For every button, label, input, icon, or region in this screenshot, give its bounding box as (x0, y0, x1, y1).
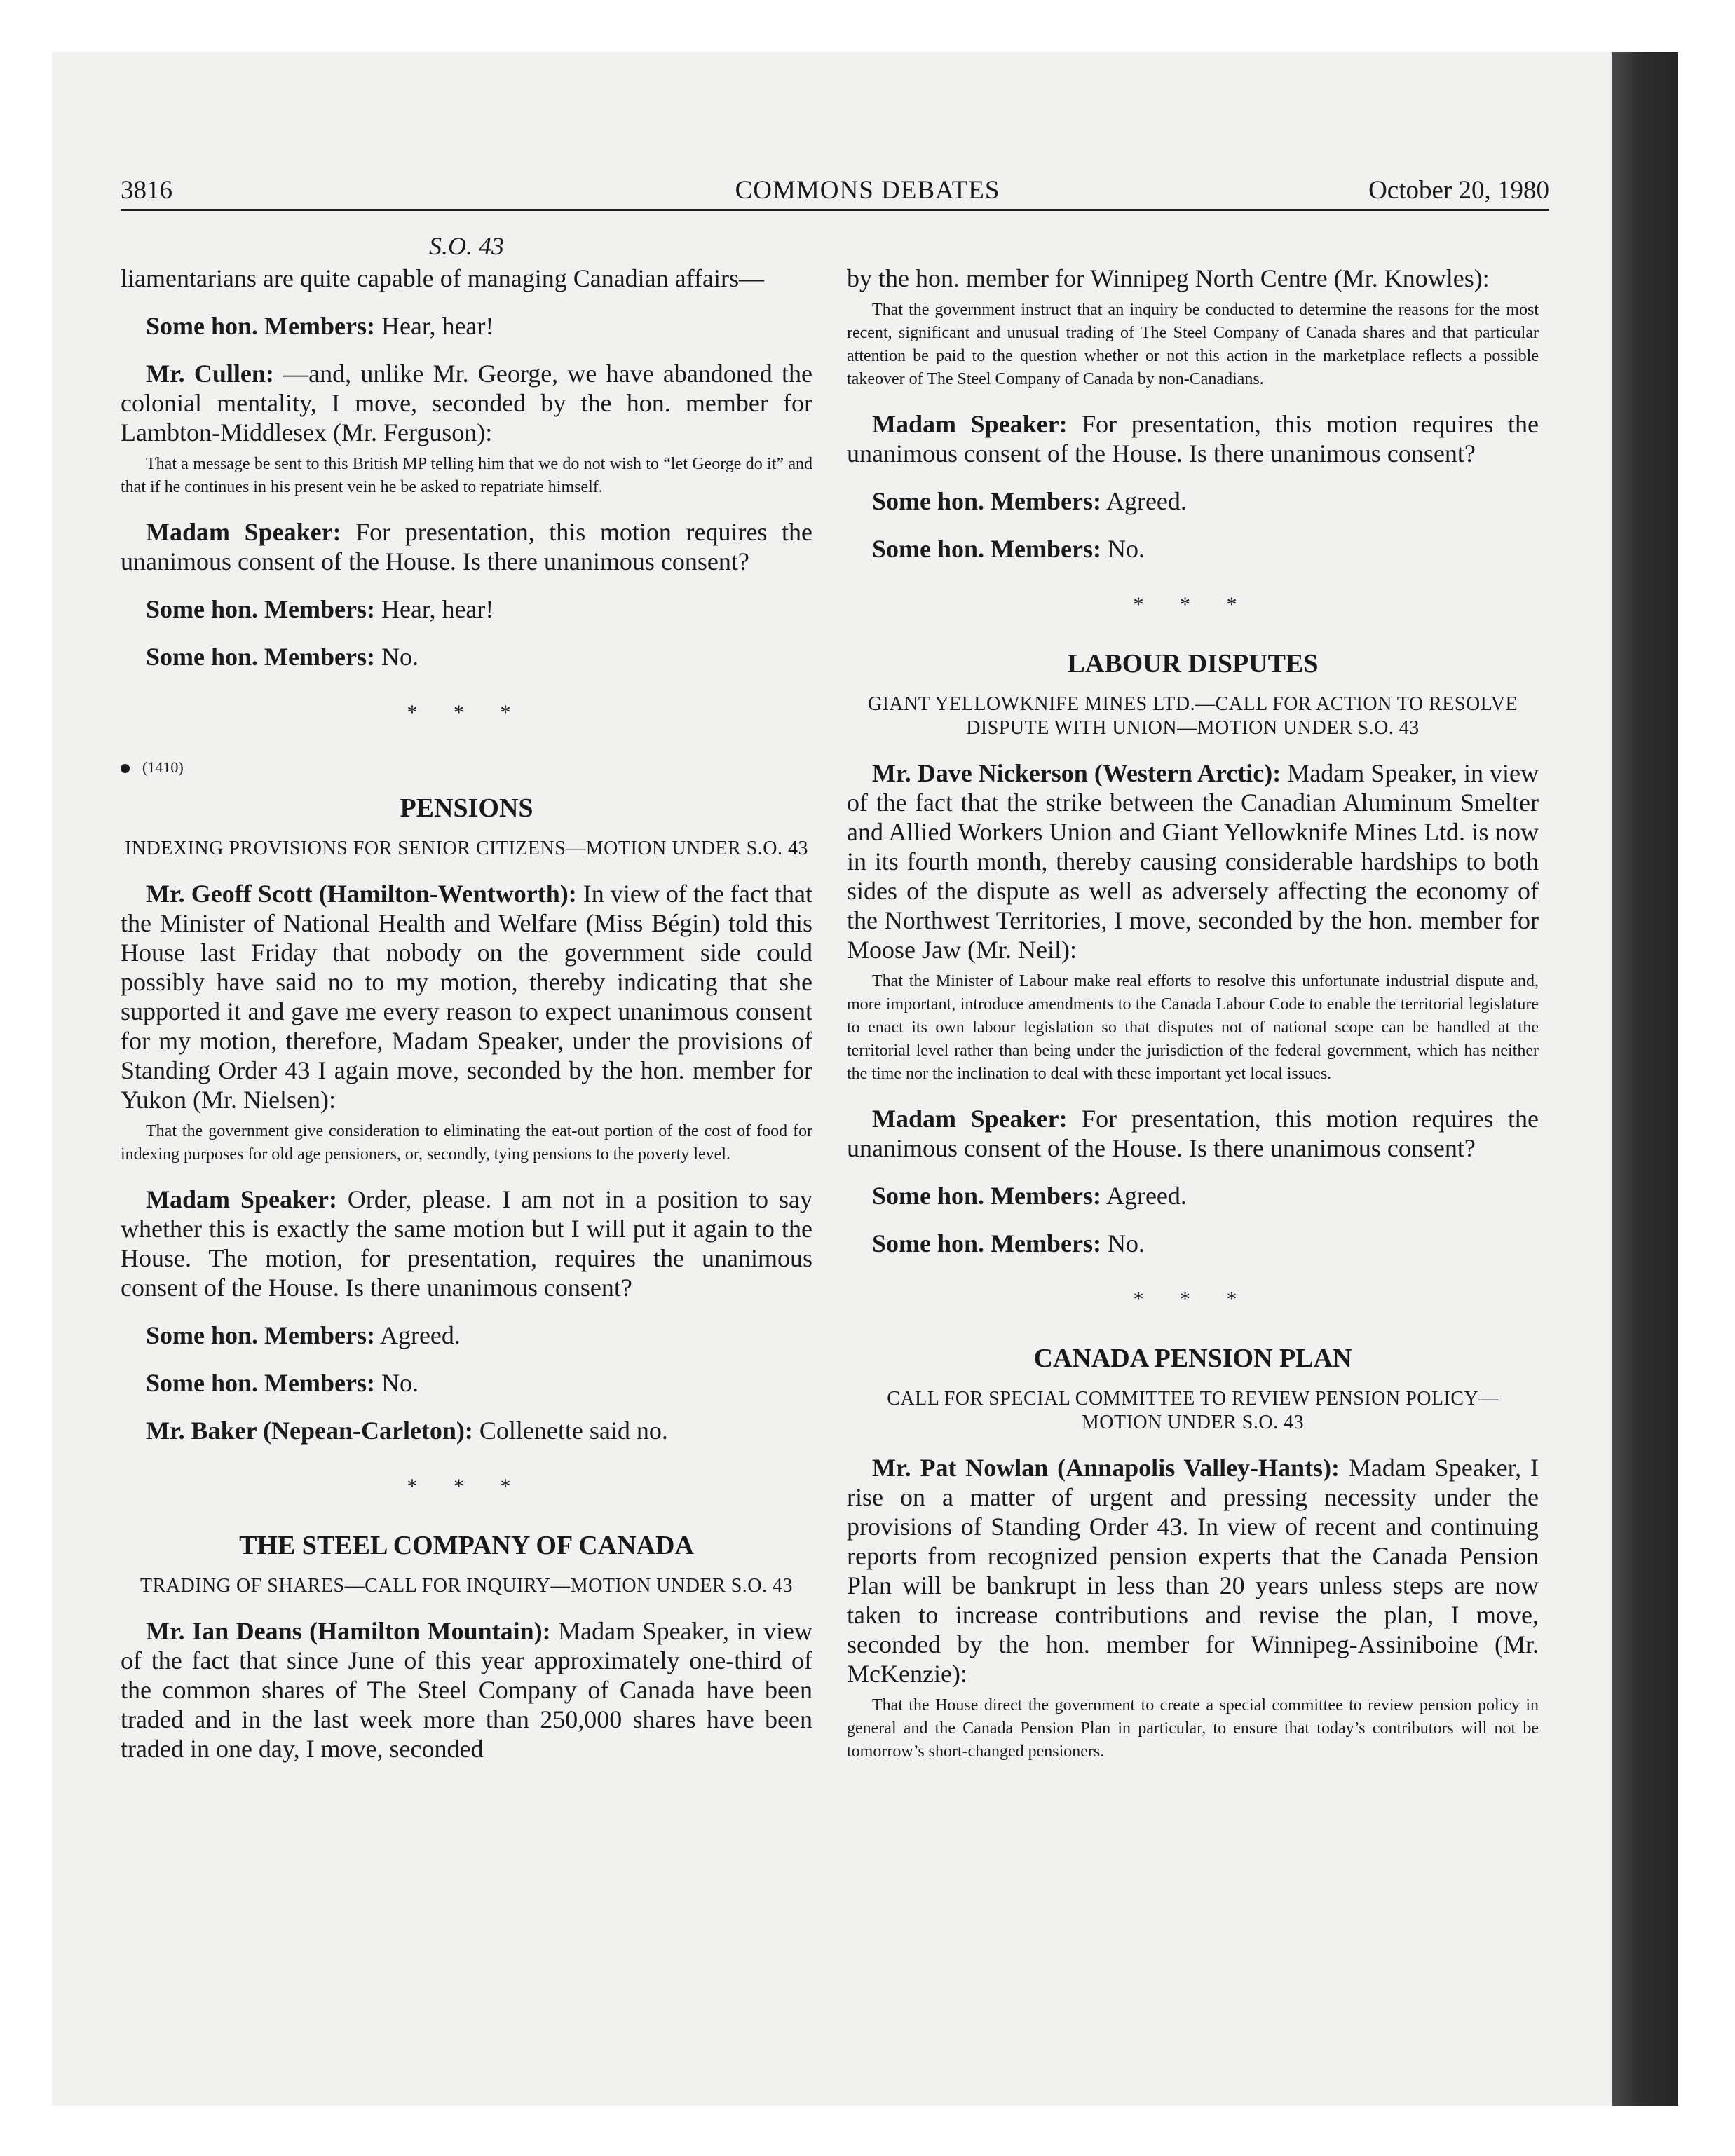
speaker-name: Some hon. Members: (872, 1182, 1101, 1210)
speech-text: No. (374, 1369, 419, 1397)
speaker-name: Some hon. Members: (872, 535, 1101, 563)
speech-text: Madam Speaker, in view of the fact that since June of this year approximately one-third of the common shares of The Steel Company of Canada have been traded and in the last week more than 250,000 shares have been traded in one day, I move, seconded (121, 1617, 812, 1763)
speech-paragraph (121, 594, 812, 624)
speaker-name: Some hon. Members: (146, 595, 375, 623)
section-heading: LABOUR DISPUTES (1067, 649, 1319, 678)
speech-text: Collenette said no. (472, 1417, 668, 1445)
speech-paragraph (847, 534, 1539, 564)
section-separator: * * * (1133, 593, 1253, 616)
motion-text: That the House direct the government to create a special committee to review pension policy in general and the Canada Pension Plan in particular, to ensure that today’s contributors will not be tomorrow’s short-changed pensioners. (847, 1696, 1539, 1761)
speech-paragraph (121, 359, 812, 447)
page-number: 3816 (121, 176, 172, 205)
speaker-name: Madam Speaker: (146, 1185, 337, 1213)
standing-order-heading: S.O. 43 (429, 232, 504, 260)
paragraph: liamentarians are quite capable of managing Canadian affairs— (121, 264, 764, 292)
section-separator: * * * (407, 701, 526, 724)
motion-text: That the government instruct that an inquiry be conducted to determine the reasons for the most recent, significant and unusual trading of The Steel Company of Canada shares and that particular attention be paid to the question whether or not this action in the marketplace reflects a possible takeover of The Steel Company of Canada by non-Canadians. (847, 301, 1539, 388)
speech-paragraph (847, 1229, 1539, 1258)
section-heading: CANADA PENSION PLAN (1033, 1344, 1352, 1373)
section-heading: PENSIONS (400, 793, 533, 823)
paragraph: by the hon. member for Winnipeg North Centre (Mr. Knowles): (847, 264, 1490, 292)
speech-paragraph (121, 311, 812, 341)
speech-paragraph (121, 1616, 812, 1763)
speech-text: For presentation, this motion requires the unanimous consent of the House. Is there unanimous consent? (847, 410, 1539, 468)
speech-text: For presentation, this motion requires the unanimous consent of the House. Is there unanimous consent? (121, 518, 812, 575)
speaker-name: Mr. Cullen: (146, 360, 274, 388)
speaker-name: Madam Speaker: (872, 410, 1068, 438)
speaker-name: Some hon. Members: (872, 487, 1101, 515)
speaker-name: Mr. Ian Deans (Hamilton Mountain): (146, 1617, 551, 1645)
right-column (847, 231, 1539, 1763)
speech-text: Madam Speaker, in view of the fact that the strike between the Canadian Aluminum Smelter and Allied Workers Union and Giant Yellowknife Mines Ltd. is now in its fourth month, thereby causing considerable hardships to both sides of the dispute as well as adversely affecting the economy of the Northwest Territories, I move, seconded by the hon. member for Moose Jaw (Mr. Neil): (847, 759, 1539, 964)
speaker-name: Madam Speaker: (872, 1105, 1068, 1133)
speaker-name: Mr. Dave Nickerson (Western Arctic): (872, 759, 1281, 787)
speech-text: Madam Speaker, I rise on a matter of urgent and pressing necessity under the provisions of Standing Order 43. In view of recent and continuing reports from recognized pension experts that the Canada Pension Plan will be bankrupt in less than 20 years unless steps are now taken to increase contributions and revise the plan, I move, seconded by the hon. member for Winnipeg-Assiniboine (Mr. McKenzie): (847, 1454, 1539, 1688)
speech-text: Hear, hear! (374, 312, 494, 340)
speech-paragraph (121, 1416, 812, 1445)
speech-text: Agreed. (374, 1321, 461, 1349)
speech-paragraph (121, 517, 812, 576)
time-marker-text: (1410) (142, 758, 184, 776)
speech-paragraph (121, 642, 812, 671)
binding-spine (1612, 52, 1678, 2106)
section-subheading: CALL FOR SPECIAL COMMITTEE TO REVIEW PENSION POLICY—MOTION UNDER S.O. 43 (887, 1388, 1499, 1433)
speaker-name: Some hon. Members: (872, 1229, 1101, 1257)
speaker-name: Some hon. Members: (146, 312, 375, 340)
speaker-name: Some hon. Members: (146, 1321, 375, 1349)
section-subheading: INDEXING PROVISIONS FOR SENIOR CITIZENS—MOTION UNDER S.O. 43 (124, 838, 808, 859)
speech-paragraph (121, 1321, 812, 1350)
speech-paragraph (847, 486, 1539, 516)
motion-text: That a message be sent to this British MP telling him that we do not wish to “let George do it” and that if he continues in his present vein he be asked to repatriate himself. (121, 455, 812, 496)
speaker-name: Some hon. Members: (146, 643, 375, 671)
speech-paragraph (847, 1453, 1539, 1688)
speech-paragraph (121, 879, 812, 1114)
header-rule (121, 209, 1549, 211)
speaker-name: Madam Speaker: (146, 518, 341, 546)
speech-paragraph (847, 1181, 1539, 1210)
section-separator: * * * (407, 1475, 526, 1498)
bullet-dot-icon (121, 764, 130, 773)
speech-paragraph (847, 1104, 1539, 1163)
publication-date: October 20, 1980 (1368, 176, 1549, 205)
speech-text: Agreed. (1101, 487, 1187, 515)
speech-paragraph (847, 409, 1539, 468)
section-heading: THE STEEL COMPANY OF CANADA (239, 1531, 694, 1560)
time-marker (121, 753, 812, 782)
section-separator: * * * (1133, 1288, 1253, 1311)
speech-text: No. (1101, 535, 1145, 563)
speech-text: No. (374, 643, 419, 671)
speech-paragraph (121, 1185, 812, 1302)
motion-text: That the government give consideration to eliminating the eat-out portion of the cost of food for indexing purposes for old age pensioners, or, secondly, tying pensions to the poverty level. (121, 1122, 812, 1164)
speaker-name: Mr. Pat Nowlan (Annapolis Valley-Hants): (872, 1454, 1340, 1482)
section-subheading: TRADING OF SHARES—CALL FOR INQUIRY—MOTION UNDER S.O. 43 (140, 1575, 794, 1597)
speech-paragraph (121, 1368, 812, 1398)
speech-paragraph (847, 758, 1539, 964)
speech-text: Order, please. I am not in a position to say whether this is exactly the same motion but I will put it again to the House. The motion, for presentation, requires the unanimous consent of the House. Is there unanimous consent? (121, 1185, 812, 1302)
speech-text: Agreed. (1101, 1182, 1187, 1210)
speaker-name: Some hon. Members: (146, 1369, 375, 1397)
motion-text: That the Minister of Labour make real efforts to resolve this unfortunate industrial dispute and, more important, introduce amendments to the Canada Labour Code to enable the territorial legislature to enact its own labour legislation so that disputes not of national scope can be handled at the territorial level rather than being under the jurisdiction of the federal government, which has neither the time nor the inclination to deal with these important yet local issues. (847, 972, 1539, 1083)
speech-text: For presentation, this motion requires the unanimous consent of the House. Is there unanimous consent? (847, 1105, 1539, 1162)
left-column (121, 231, 812, 1763)
speech-text: Hear, hear! (374, 595, 494, 623)
section-subheading: GIANT YELLOWKNIFE MINES LTD.—CALL FOR ACTION TO RESOLVE DISPUTE WITH UNION—MOTION UNDER S.O. 43 (867, 693, 1518, 739)
speech-text: No. (1101, 1229, 1145, 1257)
speaker-name: Mr. Baker (Nepean-Carleton): (146, 1417, 473, 1445)
speech-text: —and, unlike Mr. George, we have abandoned the colonial mentality, I move, seconded by the hon. member for Lambton-Middlesex (Mr. Ferguson): (121, 360, 812, 446)
speech-text: In view of the fact that the Minister of National Health and Welfare (Miss Bégin) told this House last Friday that nobody on the government side could possibly have said no to my motion, thereby indicating that she supported it and gave me every reason to expect unanimous consent for my motion, therefore, Madam Speaker, under the provisions of Standing Order 43 I again move, seconded by the hon. member for Yukon (Mr. Nielsen): (121, 880, 812, 1114)
publication-title: COMMONS DEBATES (735, 176, 1000, 205)
speaker-name: Mr. Geoff Scott (Hamilton-Wentworth): (146, 880, 577, 908)
